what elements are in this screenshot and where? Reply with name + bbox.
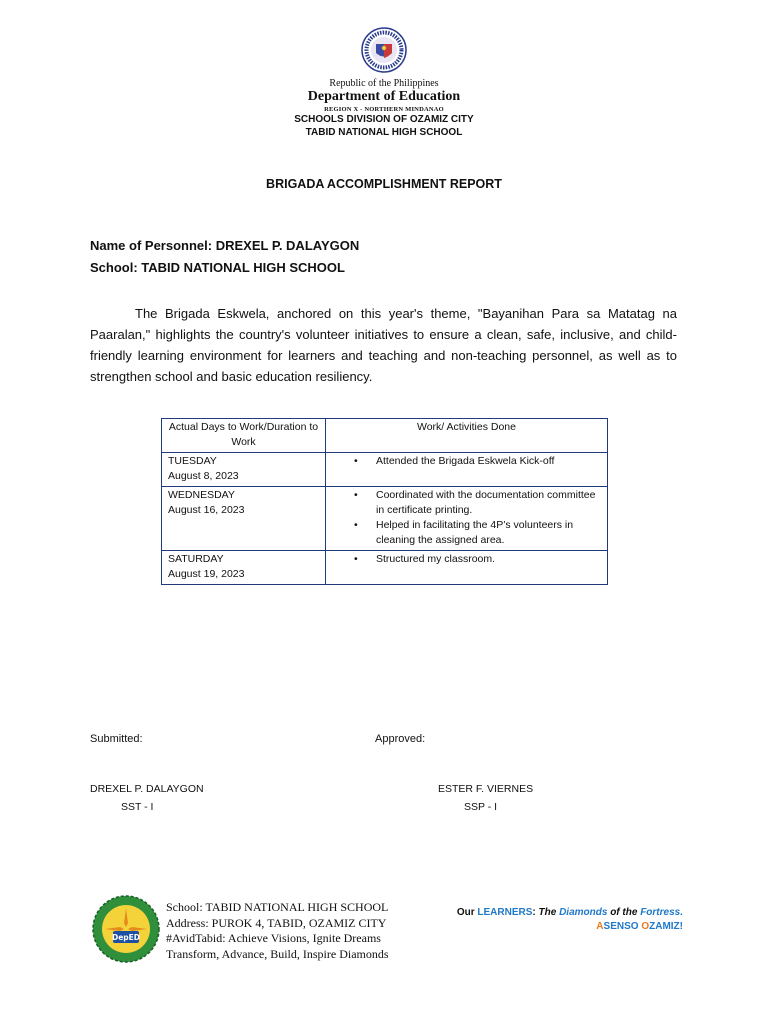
logo-text: DepED [111, 933, 141, 942]
tagline-colon: : [532, 907, 536, 918]
report-title: BRIGADA ACCOMPLISHMENT REPORT [266, 177, 502, 191]
approved-label: Approved: [375, 733, 426, 745]
activities-table [161, 418, 608, 585]
department-name: Department of Education [307, 89, 461, 104]
personnel-name: DREXEL P. DALAYGON [215, 238, 360, 253]
footer-motto-1: #AvidTabid: Achieve Visions, Ignite Dreams [166, 931, 381, 945]
division-line: SCHOOLS DIVISION OF OZAMIZ CITY [294, 114, 474, 125]
school-name: TABID NATIONAL HIGH SCHOOL [141, 260, 345, 275]
footer-info [166, 900, 389, 962]
deped-seal-icon [361, 27, 407, 73]
footer-address: Address: PUROK 4, TABID, OZAMIZ CITY [166, 915, 387, 930]
tagline-our: Our [456, 907, 475, 918]
tagline-the: The [538, 907, 557, 918]
footer-tagline [440, 906, 683, 934]
tagline-a: A [596, 921, 604, 932]
tagline-learners: LEARNERS [477, 907, 533, 918]
tagline-line-2 [440, 920, 683, 934]
footer-school: School: TABID NATIONAL HIGH SCHOOL [166, 900, 389, 914]
activity-item: • Helped in facilitating the 4P’s volunteers in cleaning the assigned area. [332, 518, 601, 548]
submitted-label: Submitted: [90, 733, 143, 745]
day-date: August 8, 2023 [168, 470, 239, 482]
activity-item: • Coordinated with the documentation committee in certificate printing. [332, 488, 601, 518]
personnel-line [90, 238, 359, 253]
footer-motto-2: Transform, Advance, Build, Inspire Diamonds [166, 946, 389, 961]
table-row [162, 551, 608, 585]
tagline-line-1 [440, 906, 683, 920]
activities-cell [326, 551, 608, 585]
activity-item: • Attended the Brigada Eskwela Kick-off [332, 454, 601, 469]
table-row [162, 487, 608, 551]
day-date: August 16, 2023 [168, 504, 245, 516]
day-name: WEDNESDAY [168, 489, 235, 501]
approved-name: ESTER F. VIERNES [438, 783, 534, 795]
tagline-of-the: of the [610, 907, 638, 918]
personnel-label: Name of Personnel: [90, 238, 213, 253]
day-cell [162, 487, 326, 551]
table-header-row [162, 419, 608, 453]
intro-paragraph: The Brigada Eskwela, anchored on this year's theme, "Bayanihan Para sa Matatag na Paaralan," highlights the country's volunteer initiatives to ensure a clean, safe, inclusive, and child-friendly learning environment for learners and teaching and non-teaching personnel, as well as to strengthen school and basic education resiliency. [90, 306, 677, 384]
school-label: School: [90, 260, 138, 275]
approved-position: SSP - I [464, 801, 498, 813]
republic-line: Republic of the Philippines [329, 78, 439, 89]
activities-cell [326, 487, 608, 551]
school-line [90, 260, 345, 275]
table-header-activities: Work/ Activities Done [326, 419, 608, 453]
submitted-name: DREXEL P. DALAYGON [90, 783, 204, 795]
school-logo-icon [92, 895, 160, 963]
tagline-zamiz: ZAMIZ! [649, 921, 683, 932]
day-name: TUESDAY [168, 455, 217, 467]
tagline-senso: SENSO [603, 921, 639, 932]
day-name: SATURDAY [168, 553, 224, 565]
activities-cell [326, 453, 608, 487]
table-row [162, 453, 608, 487]
tagline-o: O [641, 921, 650, 932]
activity-item: • Structured my classroom. [332, 552, 601, 567]
day-date: August 19, 2023 [168, 568, 245, 580]
day-cell [162, 453, 326, 487]
school-header: TABID NATIONAL HIGH SCHOOL [305, 127, 463, 138]
submitted-position: SST - I [121, 801, 154, 813]
region-line: REGION X - NORTHERN MINDANAO [324, 106, 444, 113]
tagline-diamonds: Diamonds [559, 907, 608, 918]
tagline-fortress: Fortress. [640, 907, 683, 918]
table-header-days: Actual Days to Work/Duration to Work [162, 419, 326, 453]
day-cell [162, 551, 326, 585]
